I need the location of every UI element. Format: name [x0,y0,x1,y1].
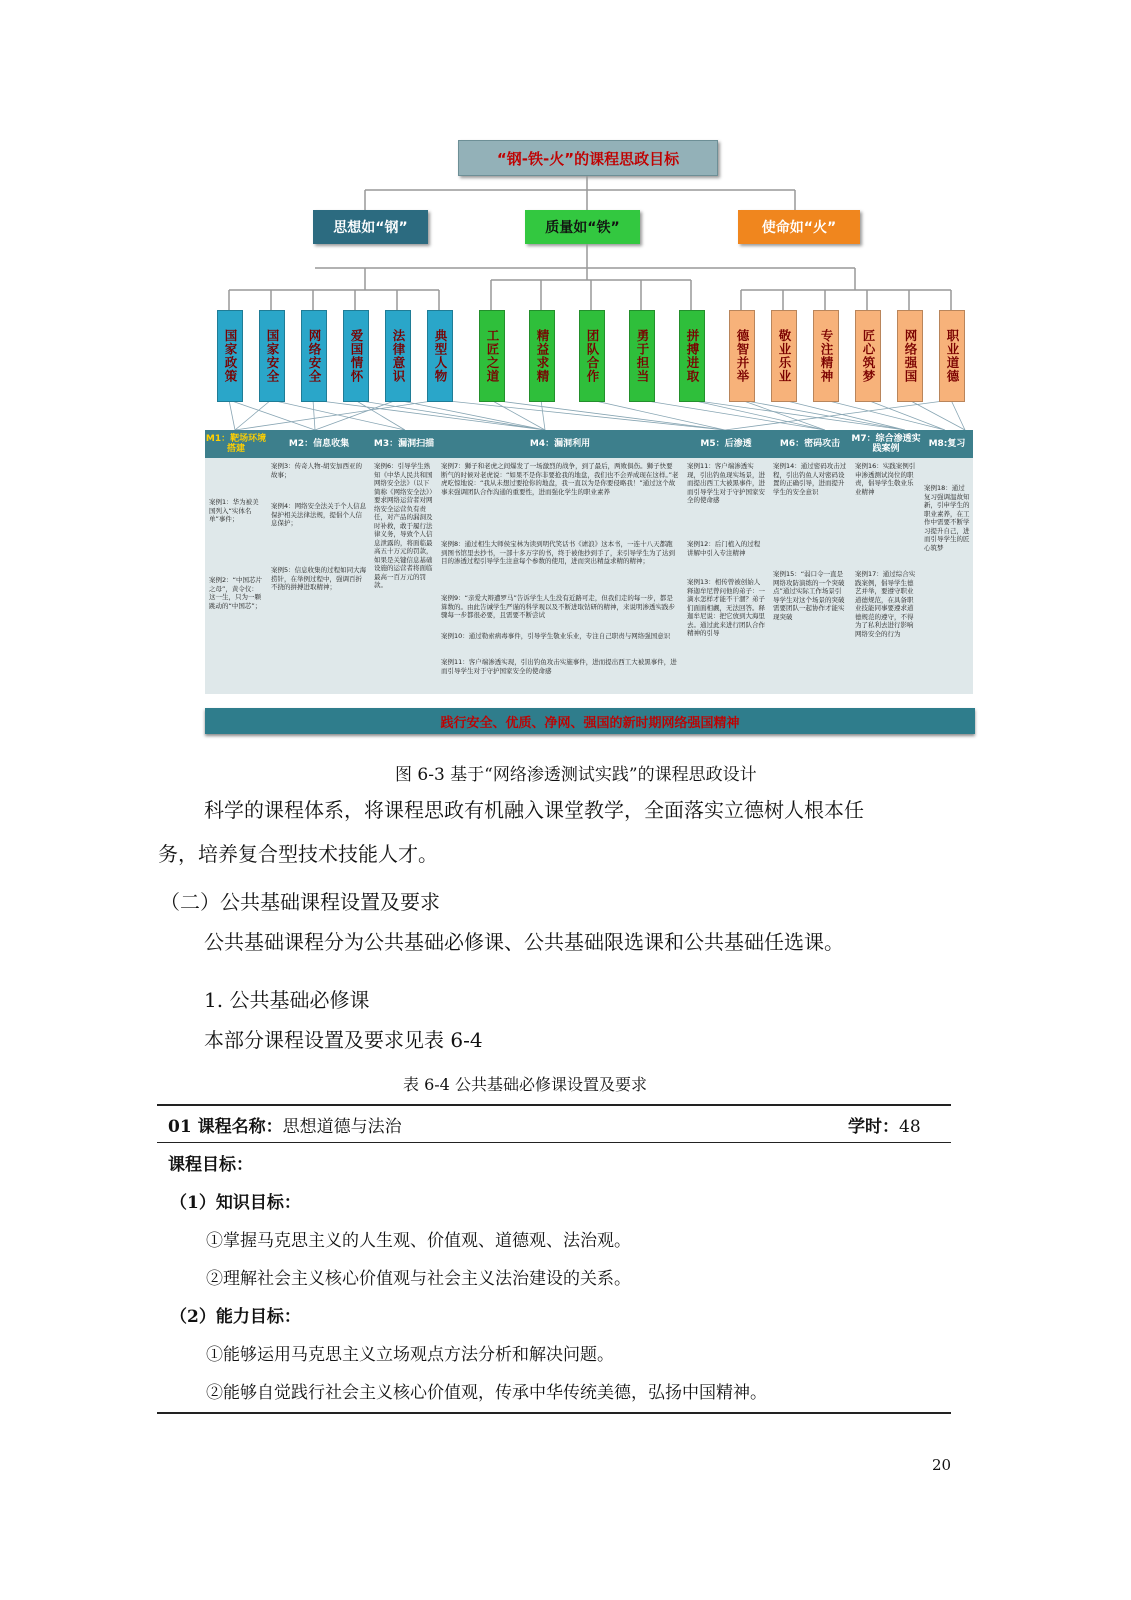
module-column-m7 [851,458,922,694]
table-bottom-rule [157,1412,951,1414]
module-header-m3: M3：漏洞扫描 [371,430,438,458]
element-box: 网络强国 [897,310,923,402]
diagram-top-title: “钢-铁-火”的课程思政目标 [458,140,718,176]
module-header-m8: M8:复习 [921,430,974,458]
element-box: 工匠之道 [479,310,505,402]
knowledge-goal-item: ②理解社会主义核心价值观与社会主义法治建设的关系。 [206,1269,631,1289]
case-text: 案例6：引导学生熟知《中华人民共和国网络安全法》（以下简称《网络安全法》）要求网络运营者对网络安全运营负有责任，对产品的漏洞及时补救，敢于履行法律义务，导致个人信息泄露的，将面临最高五十万元的罚款，如果是关键信息基础设施的运营者将面临最高一百万元的罚款。 [374,462,433,589]
paragraph-line: 科学的课程体系，将课程思政有机融入课堂教学，全面落实立德树人根本任 [204,798,864,822]
module-header-m4: M4：漏洞利用 [437,430,684,458]
paragraph-line: 务，培养复合型技术技能人才。 [158,842,438,866]
course-hours-label: 学时： [848,1117,899,1137]
course-hours-value: 48 [899,1117,921,1137]
group-fire: 使命如“火” [738,210,860,244]
case-text: 案例7：狮子和老虎之间爆发了一场激烈的战争，到了最后，两败俱伤。狮子快要断气的时候对老虎说：“如果不是你非要抢我的地盘，我们也不会弄成现在这样。”老虎吃惊地说：“我从未想过要抢你的地盘，我一直以为是你要侵略我！”通过这个故事来强调团队合作沟通的重要性，进而强化学生的职业素养 [441,462,679,496]
element-box: 拼搏进取 [679,310,705,402]
ability-goal-item: ②能够自觉践行社会主义核心价值观，传承中华传统美德，弘扬中国精神。 [206,1383,767,1403]
ability-goals-label: （2）能力目标： [170,1307,301,1327]
subsection-heading: 1. 公共基础必修课 [204,988,370,1012]
course-name-value: 思想道德与法治 [282,1117,402,1137]
module-header-m5: M5：后渗透 [683,430,770,458]
case-text: 案例5：信息收集的过程如同大海捞针，在举例过程中，强调百折不挠的拼搏进取精神； [271,566,367,591]
course-hours [848,1112,921,1137]
element-box: 法律意识 [385,310,411,402]
case-text: 案例8：通过相生大师侯宝林为读到明代笑话书《谑浪》这本书，一连十八天都跑到图书馆里去抄书，一部十多万字的书，终于被他抄到手了，来引导学生为了达到目的渗透过程引导学生注意每个参数的使用，进而突出精益求精的精神； [441,540,675,565]
section-heading: （二）公共基础课程设置及要求 [160,890,440,914]
module-header-m1: M1：靶场环境搭建 [205,430,268,458]
case-text: 案例15：“弱口令一直是网络攻防演练的一个突破点”通过实际工作场景引导学生对这个场景的突破需要团队一起协作才能实现突破 [773,570,845,621]
module-column-m6 [769,458,852,694]
case-text: 案例9：“亲爱大辩遭罗马”告诉学生人生没有近路可走，但我们走的每一步，都是算数的。由此告诫学生严谨的科学观以及不断进取钻研的精神，来说明渗透实践步骤每一步都很必要，且需要不断尝试 [441,594,675,619]
element-box: 专注精神 [813,310,839,402]
case-text: 案例4：网络安全法关于个人信息保护相关法律法规，提倡个人信息保护； [271,502,367,527]
group-iron: 质量如“铁” [525,210,640,244]
knowledge-goal-item: ①掌握马克思主义的人生观、价值观、道德观、法治观。 [206,1231,631,1251]
table-top-rule [157,1104,951,1106]
case-text: 案例17：通过综合实践案例，倡导学生德艺并举，要遵守职业道德规范，在具备职业技能同事要遵求道德规范的遵守，不得为了私利去进行影响网络安全的行为 [855,570,916,638]
element-box: 国家安全 [259,310,285,402]
case-text: 案例12：后门植入的过程讲解中引入专注精神 [687,540,761,557]
module-column-m4 [437,458,684,694]
case-text: 案例2：“中国芯片之母”，黄令仪：这一生，只为一颗跳动的“中国芯”； [209,576,263,610]
module-header-m6: M6：密码攻击 [769,430,852,458]
knowledge-goals-label: （1）知识目标： [170,1193,301,1213]
course-ideology-diagram [205,130,977,754]
module-column-m5 [683,458,770,694]
module-column-m3 [371,458,438,694]
element-box: 网络安全 [301,310,327,402]
course-goals-label: 课程目标： [168,1155,253,1175]
element-box: 敬业乐业 [771,310,797,402]
module-header-m2: M2：信息收集 [267,430,372,458]
table-caption: 表 6-4 公共基础必修课设置及要求 [403,1075,647,1094]
course-name-row [168,1112,402,1137]
case-text: 案例10：通过勒索病毒事件，引导学生敬业乐业，专注自己职责与网络强国意识 [441,632,671,640]
table-row-rule [157,1142,951,1143]
course-name-label: 01 课程名称： [168,1117,283,1137]
page-number: 20 [932,1456,952,1474]
element-box: 德智并举 [729,310,755,402]
element-box: 团队合作 [579,310,605,402]
module-column-m8 [921,458,974,694]
module-header-m7: M7：综合渗透实践案例 [851,430,922,458]
element-box: 爱国情怀 [343,310,369,402]
case-text: 案例3：传奇人物-胡安加西亚的故事； [271,462,362,479]
module-column-m1 [205,458,268,694]
diagram-banner: 践行安全、优质、净网、强国的新时期网络强国精神 [205,708,975,734]
figure-caption: 图 6-3 基于“网络渗透测试实践”的课程思政设计 [395,765,757,785]
case-text: 案例11：客户端渗透实现，引出钓鱼攻击实施事件，进而提出西工大被黑事件，进而引导学生对于守护国家安全的使命感 [441,658,677,675]
case-text: 案例16：实践案例引申渗透测试岗位的职责，倡导学生敬业乐业精神 [855,462,916,496]
paragraph: 公共基础课程分为公共基础必修课、公共基础限选课和公共基础任选课。 [204,930,844,954]
group-steel: 思想如“钢” [313,210,428,244]
element-box: 勇于担当 [629,310,655,402]
case-text: 案例1：华为被美国列入“实体名单”事件； [209,498,259,523]
case-text: 案例11：客户端渗透实现，引出钓鱼现实场景，进而提出西工大被黑事件，进而引导学生对于守护国家安全的使命感 [687,462,765,504]
case-text: 案例13：相传曾被创始人释迦牟尼曾问他的弟子：一滴水怎样才能不干涸？弟子们面面相觑，无法回答。释迦牟尼说：把它放到大海里去。通过此来进行团队合作精神的引导 [687,578,765,637]
module-column-m2 [267,458,372,694]
element-box: 精益求精 [529,310,555,402]
element-box: 国家政策 [217,310,243,402]
element-box: 匠心筑梦 [855,310,881,402]
element-box: 职业道德 [939,310,965,402]
ability-goal-item: ①能够运用马克思主义立场观点方法分析和解决问题。 [206,1345,614,1365]
element-box: 典型人物 [427,310,453,402]
case-text: 案例18：通过复习强调温故知新，引申学生的职业素养，在工作中需要不断学习提升自己，进而引导学生的匠心筑梦 [924,484,970,552]
paragraph: 本部分课程设置及要求见表 6-4 [204,1028,483,1052]
diagram-connectors [205,130,977,460]
case-text: 案例14：通过密码攻击过程，引出钓鱼人对密码设置的正确引导，进而提升学生的安全意识 [773,462,847,496]
